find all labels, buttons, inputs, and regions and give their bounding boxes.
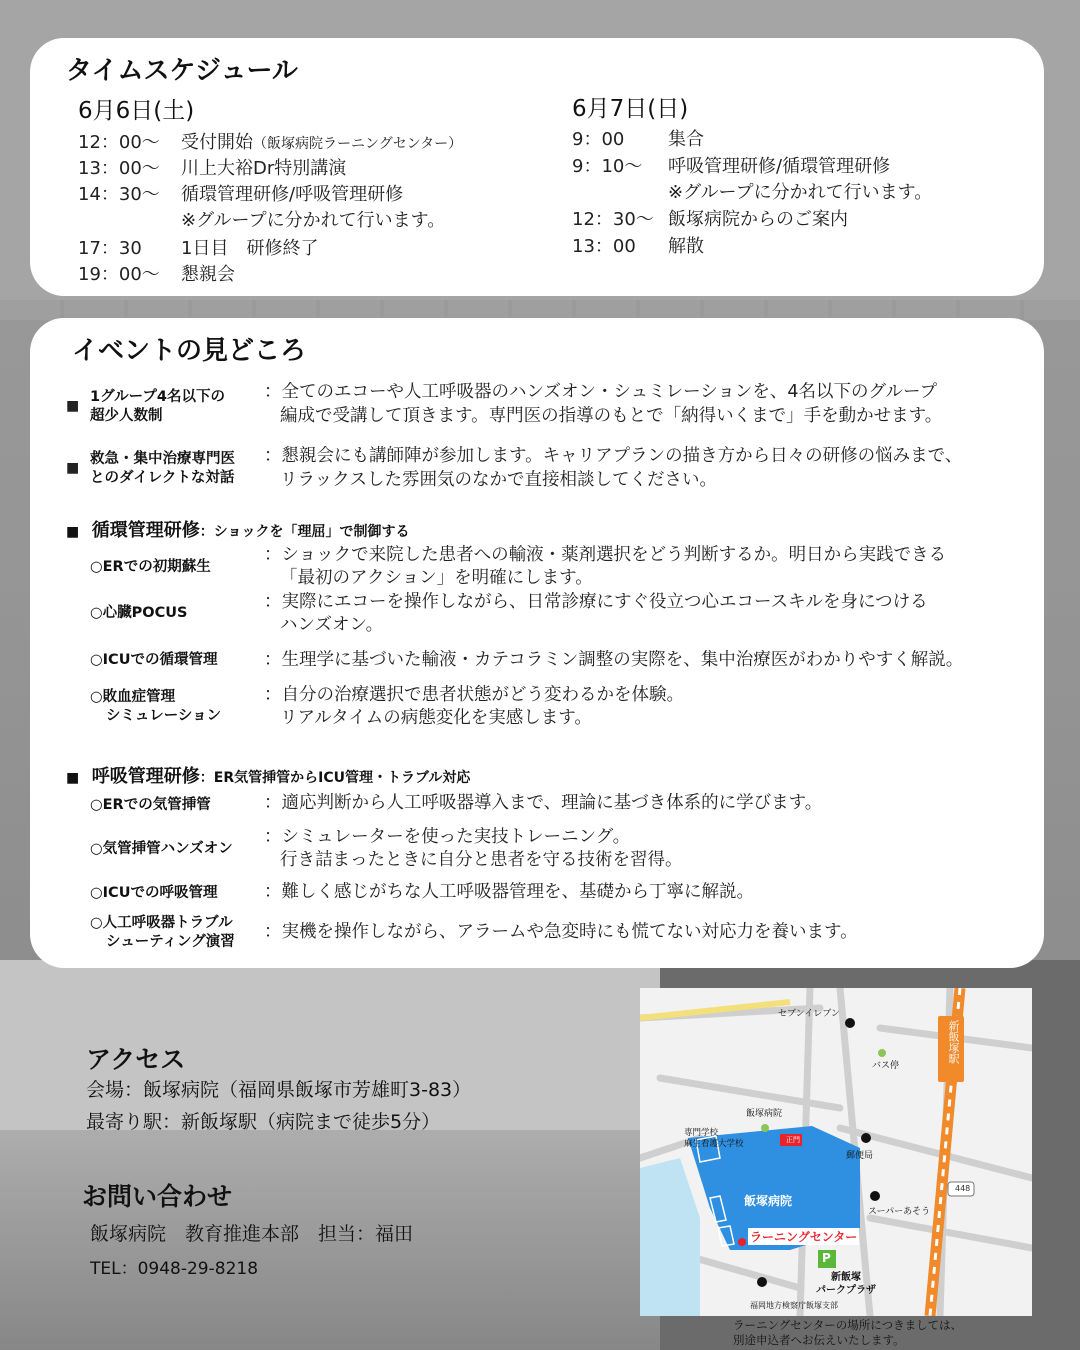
map-label: バス停 xyxy=(872,1061,900,1071)
highlight-label: 1グループ4名以下の 超少人数制 xyxy=(90,389,226,424)
day2-date: 6月7日(日) xyxy=(572,96,689,122)
bullet-icon: ■ xyxy=(66,460,80,476)
respiratory-heading: ■ 呼吸管理研修：ER気管挿管からICU管理・トラブル対応 xyxy=(66,766,471,787)
resp-item-desc: ：実機を操作しながら、アラームや急変時にも慌てない対応力を養います。 xyxy=(264,922,858,942)
schedule-row: 14：30～ 循環管理研修/呼吸管理研修 xyxy=(78,184,404,205)
parking-icon: P xyxy=(822,1251,831,1265)
resp-item-desc: ：適応判断から人工呼吸器導入まで、理論に基づき体系的に学びます。 xyxy=(264,793,823,813)
bullet-icon: ■ xyxy=(66,398,80,414)
resp-item-label: ○人工呼吸器トラブル シューティング演習 xyxy=(90,915,235,950)
resp-item-desc: ：難しく感じがちな人工呼吸器管理を、基礎から丁寧に解説。 xyxy=(264,882,754,902)
schedule-card xyxy=(30,38,1044,296)
highlight-label: 救急・集中治療専門医 とのダイレクトな対話 xyxy=(90,451,235,486)
resp-item-label: ○気管挿管ハンズオン xyxy=(90,841,233,857)
circulation-heading: ■ 循環管理研修：ショックを「理屈」で制御する xyxy=(66,520,410,541)
schedule-row: 12：30～ 飯塚病院からのご案内 xyxy=(572,209,848,230)
map-label: スーパーあそう xyxy=(868,1207,931,1217)
contact-dept: 飯塚病院 教育推進本部 担当：福田 xyxy=(90,1223,414,1245)
schedule-row: 17：30 1日目 研修終了 xyxy=(78,238,319,259)
circ-item-label: ○敗血症管理 シミュレーション xyxy=(90,689,222,724)
access-title: アクセス xyxy=(86,1045,186,1074)
highlight-desc: ：全てのエコーや人工呼吸器のハンズオン・シュミレーションを、4名以下のグループ 編成で受講して頂きます。専門医の指導のもとで「納得いくまで」手を動かせます。 xyxy=(264,382,943,426)
circ-item-label: ○ICUでの循環管理 xyxy=(90,652,218,668)
map-note: ラーニングセンターの場所につきましては、 別途申込者へお伝えいたします。 xyxy=(733,1318,963,1347)
resp-item-label: ○ERでの気管挿管 xyxy=(90,797,211,813)
contact-title: お問い合わせ xyxy=(82,1182,233,1211)
highlights-card xyxy=(30,318,1044,968)
schedule-row: 13：00 解散 xyxy=(572,236,704,257)
schedule-row: 9：10～ 呼吸管理研修/循環管理研修 xyxy=(572,156,891,177)
map-label: 専門学校 麻生看護大学校 xyxy=(684,1128,744,1149)
map-hospital-label: 飯塚病院 xyxy=(744,1194,793,1208)
circ-item-desc: ：生理学に基づいた輸液・カテコラミン調整の実際を、集中治療医がわかりやすく解説。 xyxy=(264,650,964,670)
map-route-label: 448 xyxy=(955,1184,971,1193)
circ-item-label: ○心臓POCUS xyxy=(90,605,188,621)
map-label: 飯塚病院 xyxy=(746,1109,783,1119)
schedule-row: ※グループに分かれて行います。 xyxy=(668,182,933,203)
schedule-row: 9：00 集合 xyxy=(572,129,704,150)
day1-date: 6月6日(土) xyxy=(78,98,195,124)
circ-item-desc: ：ショックで来院した患者への輸液・薬剤選択をどう判断するか。明日から実践できる 「最初のアクション」を明確にします。 xyxy=(264,545,947,588)
station-text: 最寄り駅：新飯塚駅（病院まで徒歩5分） xyxy=(86,1111,441,1133)
access-map xyxy=(640,988,1032,1316)
map-label: 正門 xyxy=(786,1136,800,1144)
schedule-title: タイムスケジュール xyxy=(66,56,298,86)
highlights-title: イベントの見どころ xyxy=(72,336,307,366)
circ-item-label: ○ERでの初期蘇生 xyxy=(90,559,211,575)
circ-item-desc: ：自分の治療選択で患者状態がどう変わるかを体験。 リアルタイムの病態変化を実感します。 xyxy=(264,685,684,728)
schedule-row: 13：00～ 川上大裕Dr特別講演 xyxy=(78,158,347,179)
map-label: 福岡地方検察庁飯塚支部 xyxy=(750,1301,838,1310)
map-label: セブンイレブン xyxy=(778,1009,840,1019)
contact-tel: TEL：0948-29-8218 xyxy=(90,1259,259,1279)
schedule-row: ※グループに分かれて行います。 xyxy=(181,210,446,231)
resp-item-desc: ：シミュレーターを使った実技トレーニング。 行き詰まったときに自分と患者を守る技術を習得。 xyxy=(264,827,683,870)
schedule-row: 12：00～ 受付開始（飯塚病院ラーニングセンター） xyxy=(78,132,463,153)
map-station-label: 新飯塚駅 xyxy=(947,1020,960,1064)
map-learning-center-label: ラーニングセンター xyxy=(750,1230,858,1244)
venue-text: 会場：飯塚病院（福岡県飯塚市芳雄町3-83） xyxy=(86,1079,472,1101)
resp-item-label: ○ICUでの呼吸管理 xyxy=(90,885,218,901)
circ-item-desc: ：実際にエコーを操作しながら、日常診療にすぐ役立つ心エコースキルを身につける ハンズオン。 xyxy=(264,592,928,635)
map-label: 郵便局 xyxy=(846,1151,874,1161)
highlight-desc: ：懇親会にも講師陣が参加します。キャリアプランの描き方から日々の研修の悩みまで、 リラックスした雰囲気のなかで直接相談してください。 xyxy=(264,446,963,490)
schedule-row: 19：00～ 懇親会 xyxy=(78,264,235,285)
map-label: 新飯塚 パークプラザ xyxy=(816,1272,876,1296)
